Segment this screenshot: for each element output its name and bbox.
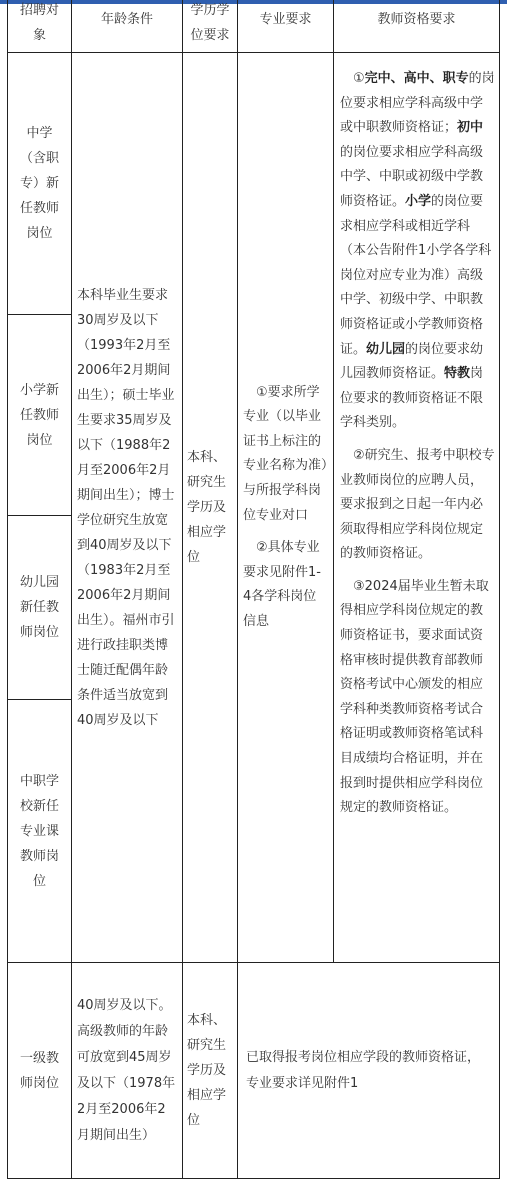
row-kindergarten: [7, 515, 72, 700]
group-age-text: 本科毕业生要求30周岁及以下（1993年2月至2006年2月期间出生）；硕士毕业生要求35周岁及以下（1988年2月至2006年2月期间出生）；博士学位研究生放宽到40周岁及以下（1983年2月至2006年2月期间出生）。福州市引进行政挂职类博士随迁配偶年龄条件适当放宽到40周岁及以下: [77, 287, 175, 728]
level1-edu-cell: [182, 962, 238, 1179]
header-post: [7, 0, 72, 53]
header-major-text: 专业要求: [259, 12, 312, 27]
level1-edu-text: 本科、研究生学历及相应学位: [187, 1013, 227, 1128]
group-major-text: [243, 381, 328, 635]
header-edu-text: 学历学位要求: [190, 2, 230, 43]
header-edu: [182, 0, 238, 53]
row-level1-text: 一级教师岗位: [19, 1050, 59, 1091]
level1-age-cell: [71, 962, 183, 1179]
group-cert-cell: [333, 52, 500, 963]
row-vocational-text: 中职学校新任专业课教师岗位: [19, 773, 59, 889]
major-req-2: ②具体专业要求见附件1-4各学科岗位信息: [243, 540, 321, 629]
cert-req-3: ③2024届毕业生暂未取得相应学科岗位规定的教师资格证书，要求面试资格审核时提供教育部教师资格考试中心颁发的相应学科种类教师资格考试合格证明或教师资格笔试科目成绩均合格证明，并在报到时提供相应学科岗位规定的教师资格证。: [340, 578, 489, 816]
header-age: [71, 0, 183, 53]
header-post-text: 招聘对象: [19, 2, 59, 43]
header-major: [237, 0, 334, 53]
group-edu-text: 本科、研究生学历及相应学位: [187, 450, 227, 565]
row-vocational: [7, 699, 72, 963]
header-cert: [333, 0, 500, 53]
group-cert-text: [340, 67, 495, 821]
row-kinder-text: 幼儿园新任教师岗位: [19, 575, 59, 640]
group-age-cell: [71, 52, 183, 963]
level1-req-cell: [237, 962, 500, 1179]
group-major-cell: [237, 52, 334, 963]
row-middle-text: 中学（含职专）新任教师岗位: [19, 126, 59, 241]
level1-req-text: 已取得报考岗位相应学段的教师资格证，专业要求详见附件1: [246, 1049, 481, 1091]
header-cert-text: 教师资格要求: [377, 12, 456, 27]
header-age-text: 年龄条件: [100, 12, 153, 27]
group-edu-cell: [182, 52, 238, 963]
cert-req-2: ②研究生、报考中职校专业教师岗位的应聘人员，要求报到之日起一年内必须取得相应学科岗位规定的教师资格证。: [340, 447, 495, 562]
level1-age-text: 40周岁及以下。高级教师的年龄可放宽到45周岁及以下（1978年2月至2006年2月期间出生）: [77, 997, 176, 1143]
cert-req-1: ①完中、高中、职专的岗位要求相应学科高级中学或中职教师资格证；初中的岗位要求相应学科高级中学、中职或初级中学教师资格证。小学的岗位要求相应学科或相近学科（本公告附件1小学各学科岗位对应专业为准）高级中学、初级中学、中职教师资格证或小学教师资格证。幼儿园的岗位要求幼儿园教师资格证。特教岗位要求的教师资格证不限学科类别。: [340, 71, 495, 431]
row-level1: [7, 962, 72, 1179]
row-middle-school: [7, 52, 72, 315]
row-primary-text: 小学新任教师岗位: [19, 382, 59, 448]
major-req-1: ①要求所学专业（以毕业证书上标注的专业名称为准）与所报学科岗位专业对口: [243, 384, 328, 523]
row-primary: [7, 314, 72, 516]
